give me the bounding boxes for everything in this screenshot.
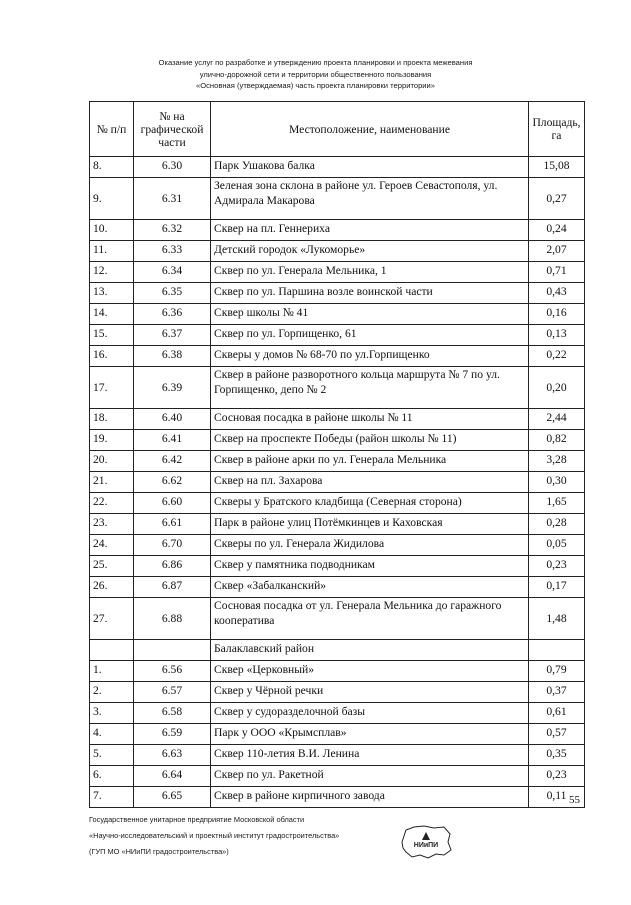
row-name: Сквер школы № 41 <box>211 304 529 325</box>
row-number: 26. <box>90 577 134 598</box>
table-row <box>90 178 585 220</box>
page-number: 55 <box>569 794 580 806</box>
table-row <box>90 514 585 535</box>
row-area: 0,11 <box>529 787 585 808</box>
row-area: 1,65 <box>529 493 585 514</box>
header-line-1: Оказание услуг по разработке и утверждению проекта планировки и проекта межевания <box>158 58 473 67</box>
row-area: 0,35 <box>529 745 585 766</box>
section-row <box>90 640 585 661</box>
row-graphic-number: 6.86 <box>134 556 211 577</box>
row-area: 0,23 <box>529 556 585 577</box>
row-name: Зеленая зона склона в районе ул. Героев Севастополя, ул. Адмирала Макарова <box>211 178 529 220</box>
header-area: Площадь, га <box>529 102 585 157</box>
row-name: Детский городок «Лукоморье» <box>211 241 529 262</box>
header-location: Местоположение, наименование <box>211 102 529 157</box>
row-area: 0,71 <box>529 262 585 283</box>
row-name: Парк у ООО «Крымсплав» <box>211 724 529 745</box>
row-area: 0,22 <box>529 346 585 367</box>
row-area: 0,37 <box>529 682 585 703</box>
table-row <box>90 556 585 577</box>
row-graphic-number: 6.36 <box>134 304 211 325</box>
row-name: Сосновая посадка от ул. Генерала Мельника до гаражного кооператива <box>211 598 529 640</box>
header-number: № п/п <box>90 102 134 157</box>
row-graphic-number: 6.30 <box>134 157 211 178</box>
table-row <box>90 430 585 451</box>
row-graphic-number: 6.38 <box>134 346 211 367</box>
row-graphic-number: 6.65 <box>134 787 211 808</box>
row-name: Сквер по ул. Горпищенко, 61 <box>211 325 529 346</box>
empty-cell <box>134 640 211 661</box>
row-name: Сквер в районе разворотного кольца маршрута № 7 по ул. Горпищенко, депо № 2 <box>211 367 529 409</box>
row-name: Сквер по ул. Генерала Мельника, 1 <box>211 262 529 283</box>
logo-text: НИиПИ <box>413 842 439 849</box>
row-number: 16. <box>90 346 134 367</box>
row-name: Сквер у Чёрной речки <box>211 682 529 703</box>
table-header-row <box>90 102 585 157</box>
table-row <box>90 409 585 430</box>
row-area: 0,13 <box>529 325 585 346</box>
table-row <box>90 577 585 598</box>
table-row <box>90 241 585 262</box>
row-area: 0,82 <box>529 430 585 451</box>
row-name: Сквер «Забалканский» <box>211 577 529 598</box>
row-name: Сквер по ул. Ракетной <box>211 766 529 787</box>
row-area: 1,48 <box>529 598 585 640</box>
row-graphic-number: 6.33 <box>134 241 211 262</box>
document-footer <box>89 812 339 860</box>
document-header <box>0 57 631 92</box>
row-number: 11. <box>90 241 134 262</box>
row-area: 0,05 <box>529 535 585 556</box>
table-row <box>90 535 585 556</box>
table-row <box>90 766 585 787</box>
row-area: 0,28 <box>529 514 585 535</box>
row-name: Сквер 110-летия В.И. Ленина <box>211 745 529 766</box>
row-number: 19. <box>90 430 134 451</box>
row-area: 0,17 <box>529 577 585 598</box>
table-row <box>90 787 585 808</box>
table-row <box>90 451 585 472</box>
row-area: 3,28 <box>529 451 585 472</box>
row-number: 10. <box>90 220 134 241</box>
header-line-2: улично-дорожной сети и территории общественного пользования <box>199 69 432 79</box>
row-area: 0,30 <box>529 472 585 493</box>
row-name: Сосновая посадка в районе школы № 11 <box>211 409 529 430</box>
table-row <box>90 472 585 493</box>
table-row <box>90 724 585 745</box>
row-number: 6. <box>90 766 134 787</box>
row-area: 2,44 <box>529 409 585 430</box>
row-number: 27. <box>90 598 134 640</box>
table-row <box>90 283 585 304</box>
row-area: 0,43 <box>529 283 585 304</box>
row-name: Скверы по ул. Генерала Жидилова <box>211 535 529 556</box>
row-number: 3. <box>90 703 134 724</box>
row-graphic-number: 6.57 <box>134 682 211 703</box>
objects-table <box>89 101 585 808</box>
row-number: 20. <box>90 451 134 472</box>
row-area: 0,57 <box>529 724 585 745</box>
row-number: 18. <box>90 409 134 430</box>
row-graphic-number: 6.70 <box>134 535 211 556</box>
header-line-3: «Основная (утверждаемая) часть проекта планировки территории» <box>195 81 435 90</box>
row-graphic-number: 6.41 <box>134 430 211 451</box>
row-name: Сквер «Церковный» <box>211 661 529 682</box>
table-row <box>90 367 585 409</box>
row-graphic-number: 6.35 <box>134 283 211 304</box>
row-number: 22. <box>90 493 134 514</box>
table-row <box>90 682 585 703</box>
row-number: 21. <box>90 472 134 493</box>
footer-divider <box>89 807 564 808</box>
row-number: 1. <box>90 661 134 682</box>
table-row <box>90 346 585 367</box>
row-name: Парк в районе улиц Потёмкинцев и Каховская <box>211 514 529 535</box>
row-graphic-number: 6.32 <box>134 220 211 241</box>
row-name: Парк Ушакова балка <box>211 157 529 178</box>
row-graphic-number: 6.37 <box>134 325 211 346</box>
table-row <box>90 220 585 241</box>
row-number: 5. <box>90 745 134 766</box>
table-body <box>90 157 585 808</box>
row-graphic-number: 6.40 <box>134 409 211 430</box>
table-row <box>90 703 585 724</box>
row-area: 0,20 <box>529 367 585 409</box>
footer-line-1: Государственное унитарное предприятие Московской области <box>89 815 305 824</box>
row-name: Скверы у Братского кладбища (Северная сторона) <box>211 493 529 514</box>
row-number: 9. <box>90 178 134 220</box>
row-area: 0,16 <box>529 304 585 325</box>
row-graphic-number: 6.60 <box>134 493 211 514</box>
row-name: Скверы у домов № 68-70 по ул.Горпищенко <box>211 346 529 367</box>
row-area: 15,08 <box>529 157 585 178</box>
row-number: 8. <box>90 157 134 178</box>
row-area: 0,79 <box>529 661 585 682</box>
row-name: Сквер по ул. Паршина возле воинской части <box>211 283 529 304</box>
row-graphic-number: 6.31 <box>134 178 211 220</box>
row-graphic-number: 6.61 <box>134 514 211 535</box>
row-number: 4. <box>90 724 134 745</box>
row-graphic-number: 6.42 <box>134 451 211 472</box>
row-area: 2,07 <box>529 241 585 262</box>
table-row <box>90 745 585 766</box>
table-row <box>90 661 585 682</box>
row-graphic-number: 6.58 <box>134 703 211 724</box>
row-number: 24. <box>90 535 134 556</box>
institute-logo-icon <box>398 824 454 860</box>
row-graphic-number: 6.56 <box>134 661 211 682</box>
row-area: 0,24 <box>529 220 585 241</box>
row-area: 0,23 <box>529 766 585 787</box>
row-graphic-number: 6.34 <box>134 262 211 283</box>
row-name: Сквер на пл. Захарова <box>211 472 529 493</box>
empty-cell <box>529 640 585 661</box>
empty-cell <box>90 640 134 661</box>
row-number: 7. <box>90 787 134 808</box>
row-number: 15. <box>90 325 134 346</box>
row-area: 0,61 <box>529 703 585 724</box>
row-name: Сквер на проспекте Победы (район школы № 11) <box>211 430 529 451</box>
table-row <box>90 598 585 640</box>
row-number: 25. <box>90 556 134 577</box>
row-graphic-number: 6.88 <box>134 598 211 640</box>
row-area: 0,27 <box>529 178 585 220</box>
row-number: 14. <box>90 304 134 325</box>
row-name: Сквер у памятника подводникам <box>211 556 529 577</box>
table-row <box>90 262 585 283</box>
footer-line-3: (ГУП МО «НИиПИ градостроительства») <box>89 847 229 856</box>
table-row <box>90 493 585 514</box>
row-number: 12. <box>90 262 134 283</box>
row-graphic-number: 6.62 <box>134 472 211 493</box>
row-number: 13. <box>90 283 134 304</box>
row-name: Сквер на пл. Геннериха <box>211 220 529 241</box>
row-graphic-number: 6.64 <box>134 766 211 787</box>
header-graphic-number: № на графической части <box>134 102 211 157</box>
row-graphic-number: 6.63 <box>134 745 211 766</box>
row-number: 2. <box>90 682 134 703</box>
row-number: 23. <box>90 514 134 535</box>
table-row <box>90 157 585 178</box>
row-name: Сквер в районе арки по ул. Генерала Мельника <box>211 451 529 472</box>
row-graphic-number: 6.59 <box>134 724 211 745</box>
table-row <box>90 304 585 325</box>
footer-line-2: «Научно-исследовательский и проектный институт градостроительства» <box>89 831 340 840</box>
row-graphic-number: 6.39 <box>134 367 211 409</box>
table-row <box>90 325 585 346</box>
row-name: Сквер у судоразделочной базы <box>211 703 529 724</box>
row-number: 17. <box>90 367 134 409</box>
row-graphic-number: 6.87 <box>134 577 211 598</box>
section-title: Балаклавский район <box>211 640 529 661</box>
row-name: Сквер в районе кирпичного завода <box>211 787 529 808</box>
